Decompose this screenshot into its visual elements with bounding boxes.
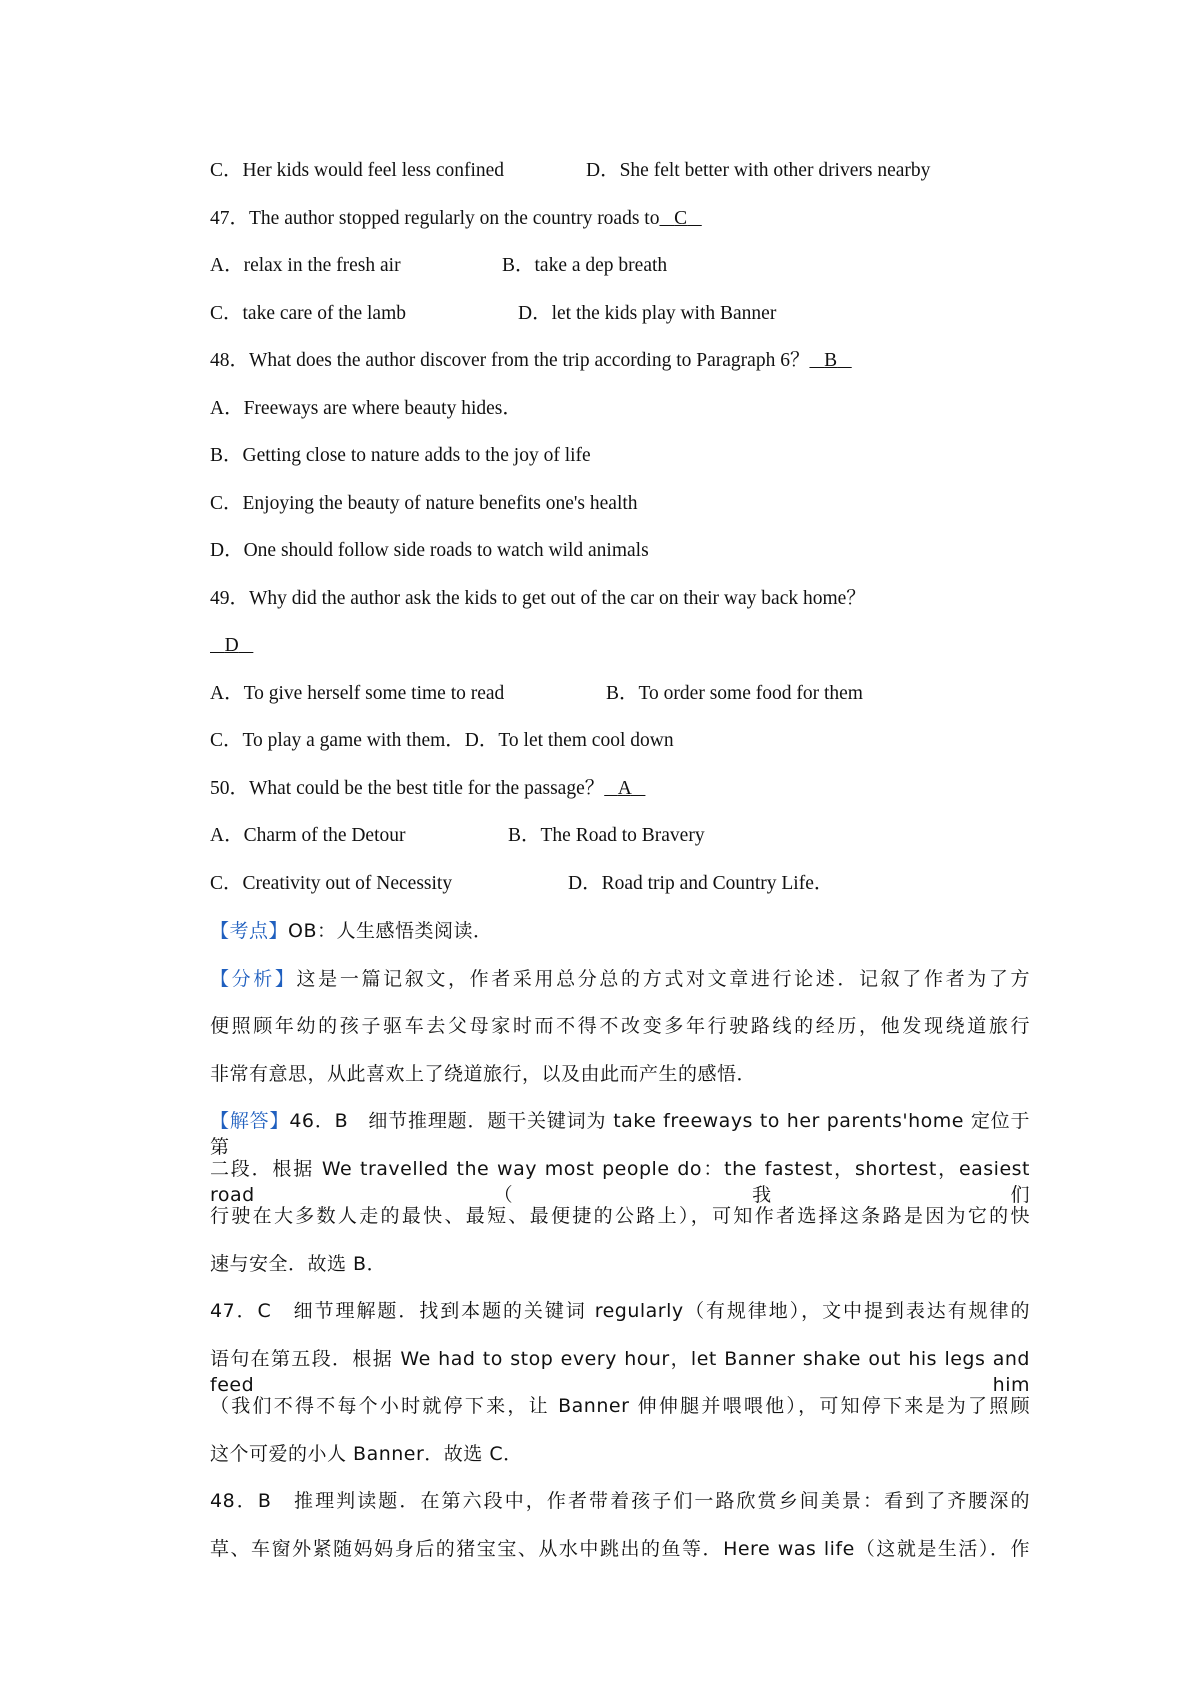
q47-option-a: A．relax in the fresh air xyxy=(210,255,401,276)
q50-stem xyxy=(210,776,1030,802)
q48-option-b: B．Getting close to nature adds to the joy of life xyxy=(210,445,591,466)
q46-options-row xyxy=(210,158,1030,184)
q48-answer: B xyxy=(824,350,838,371)
q48-stem-text: 48．What does the author discover from the trip according to Paragraph 6？ xyxy=(210,350,810,371)
jieda-48-line-1: 48．B 推理判读题．在第六段中，作者带着孩子们一路欣赏乡间美景：看到了齐腰深的 xyxy=(210,1490,1030,1512)
q48-option-d: D．One should follow side roads to watch wild animals xyxy=(210,540,649,561)
jieda-tag: 【解答】 xyxy=(210,1110,290,1132)
q50-option-b: B．The Road to Bravery xyxy=(508,825,705,846)
jieda-46-text-1: 46．B 细节推理题．题干关键词为 take freeways to her parents'home 定位于第 xyxy=(210,1110,1030,1158)
q50-options-ab xyxy=(210,823,1030,849)
q46-option-d: D．She felt better with other drivers nearby xyxy=(586,160,931,181)
q50-option-d: D．Road trip and Country Life． xyxy=(568,873,834,894)
fenxi-line-2: 便照顾年幼的孩子驱车去父母家时而不得不改变多年行驶路线的经历，他发现绕道旅行 xyxy=(210,1015,1030,1037)
jieda-46-line-3: 行驶在大多数人走的最快、最短、最便捷的公路上），可知作者选择这条路是因为它的快 xyxy=(210,1205,1030,1227)
q49-option-a: A．To give herself some time to read xyxy=(210,683,505,704)
q49-options-ab xyxy=(210,681,1030,707)
q49-answer: D xyxy=(224,635,239,656)
jieda-47-line-2: 语句在第五段．根据 We had to stop every hour，let Banner shake out his legs and feed him xyxy=(210,1348,1030,1396)
kaodian-text: OB：人生感悟类阅读． xyxy=(288,920,493,942)
kaodian-section xyxy=(210,918,1030,944)
jieda-46-line-4: 速与安全．故选 B． xyxy=(210,1253,387,1275)
q49-stem: 49．Why did the author ask the kids to get out of the car on their way back home？ xyxy=(210,588,866,609)
jieda-47-line-4: 这个可爱的小人 Banner．故选 C． xyxy=(210,1443,523,1465)
q47-answer: C xyxy=(674,208,688,229)
q50-option-a: A．Charm of the Detour xyxy=(210,825,406,846)
q47-options-cd xyxy=(210,301,1030,327)
jieda-47-line-3: （我们不得不每个小时就停下来，让 Banner 伸伸腿并喂喂他），可知停下来是为了照顾 xyxy=(210,1395,1030,1417)
q50-answer: A xyxy=(617,778,631,799)
q47-options-ab xyxy=(210,253,1030,279)
q47-option-d: D．let the kids play with Banner xyxy=(518,303,777,324)
q47-option-b: B．take a dep breath xyxy=(502,255,668,276)
jieda-46-line-1 xyxy=(210,1108,1030,1160)
q48-stem xyxy=(210,348,1030,374)
fenxi-tag: 【分析】 xyxy=(210,968,297,990)
fenxi-text-1: 这是一篇记叙文，作者采用总分总的方式对文章进行论述．记叙了作者为了方 xyxy=(296,968,1030,990)
q48-option-a: A．Freeways are where beauty hides． xyxy=(210,398,522,419)
q50-stem-text: 50．What could be the best title for the passage？ xyxy=(210,778,605,799)
q47-stem xyxy=(210,206,1030,232)
q46-option-c: C．Her kids would feel less confined xyxy=(210,160,505,181)
kaodian-tag: 【考点】 xyxy=(210,920,289,942)
q49-options-cd: C．To play a game with them．D．To let them cool down xyxy=(210,730,674,751)
jieda-47-line-1: 47．C 细节理解题．找到本题的关键词 regularly（有规律地），文中提到表达有规律的 xyxy=(210,1300,1030,1322)
q49-answer-row xyxy=(210,633,1030,659)
jieda-48-line-2: 草、车窗外紧随妈妈身后的猪宝宝、从水中跳出的鱼等．Here was life（这就是生活）．作 xyxy=(210,1538,1030,1560)
q50-options-cd xyxy=(210,871,1030,897)
q47-stem-text: 47．The author stopped regularly on the country roads to xyxy=(210,208,660,229)
q49-option-b: B．To order some food for them xyxy=(606,683,863,704)
jieda-46-line-2: 二段．根据 We travelled the way most people do：the fastest，shortest，easiest road（我们 xyxy=(210,1158,1030,1206)
q47-option-c: C．take care of the lamb xyxy=(210,303,406,324)
fenxi-line-1 xyxy=(210,966,1030,992)
q50-option-c: C．Creativity out of Necessity xyxy=(210,873,453,894)
fenxi-line-3: 非常有意思，从此喜欢上了绕道旅行，以及由此而产生的感悟． xyxy=(210,1063,757,1085)
q48-option-c: C．Enjoying the beauty of nature benefits one's health xyxy=(210,493,638,514)
